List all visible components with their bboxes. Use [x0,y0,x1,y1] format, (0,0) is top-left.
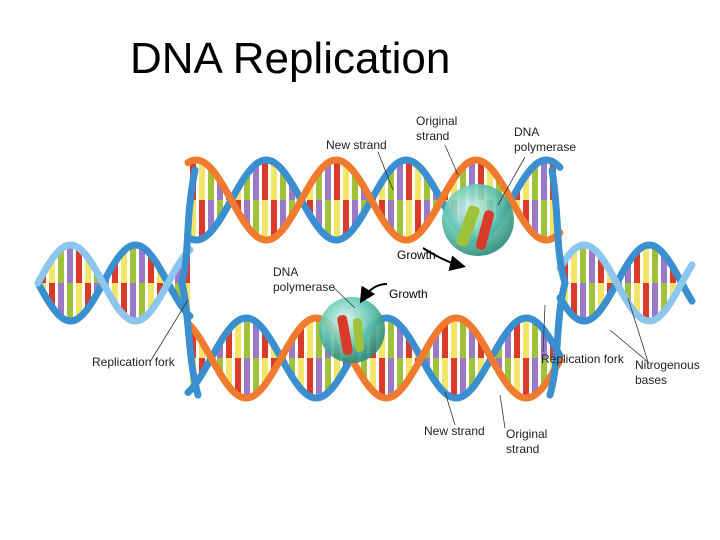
base-daughter-top [397,162,403,200]
base-daughter-bottom [244,358,250,398]
label-replication-fork-left: Replication fork [92,355,175,369]
base-daughter-top [262,200,268,240]
label-dna-polymerase-top: DNA polymerase [514,125,577,154]
label-new-strand-bottom: New strand [424,424,485,438]
base-parent-right [643,245,649,283]
label-original-strand-bottom: Original strand [506,427,548,456]
base-daughter-top [406,160,412,200]
label-new-strand-top: New strand [326,138,387,152]
base-daughter-top [334,160,340,200]
base-daughter-top [199,200,205,239]
base-parent-right [580,245,586,283]
base-daughter-bottom [244,318,250,358]
dna-polymerase-top-enzyme [442,184,514,256]
growth-arrow-left [362,284,387,300]
base-parent-left [130,245,136,283]
base-parent-right [580,283,586,321]
base-daughter-bottom [388,319,394,358]
base-parent-left [67,245,73,283]
base-daughter-top [262,160,268,200]
page-title: DNA Replication [130,34,451,83]
base-parent-right [643,283,649,321]
label-dna-polymerase-left: DNA polymerase [273,265,336,294]
label-growth-left: Growth [389,287,428,301]
base-daughter-bottom [379,358,385,397]
base-daughter-bottom [451,358,457,398]
label-nitrogenous-bases: Nitrogenous bases [635,358,700,387]
base-daughter-bottom [523,358,529,398]
fork-connector [552,170,565,283]
base-daughter-top [334,200,340,240]
label-original-strand-top: Original strand [416,114,458,143]
base-daughter-top [541,200,547,240]
base-daughter-bottom [451,318,457,358]
base-parent-left [130,283,136,321]
base-daughter-bottom [307,358,313,396]
base-daughter-top [199,161,205,200]
base-daughter-top [541,160,547,200]
base-daughter-bottom [523,318,529,358]
label-replication-fork-right: Replication fork [541,352,624,366]
label-growth-top: Growth [397,248,436,262]
base-parent-left [67,283,73,321]
dna-polymerase-left-enzyme [319,297,385,363]
base-daughter-top [406,200,412,240]
base-daughter-bottom [388,358,394,397]
base-daughter-bottom [307,320,313,358]
base-daughter-top [397,200,403,238]
base-daughter-bottom [316,358,322,398]
